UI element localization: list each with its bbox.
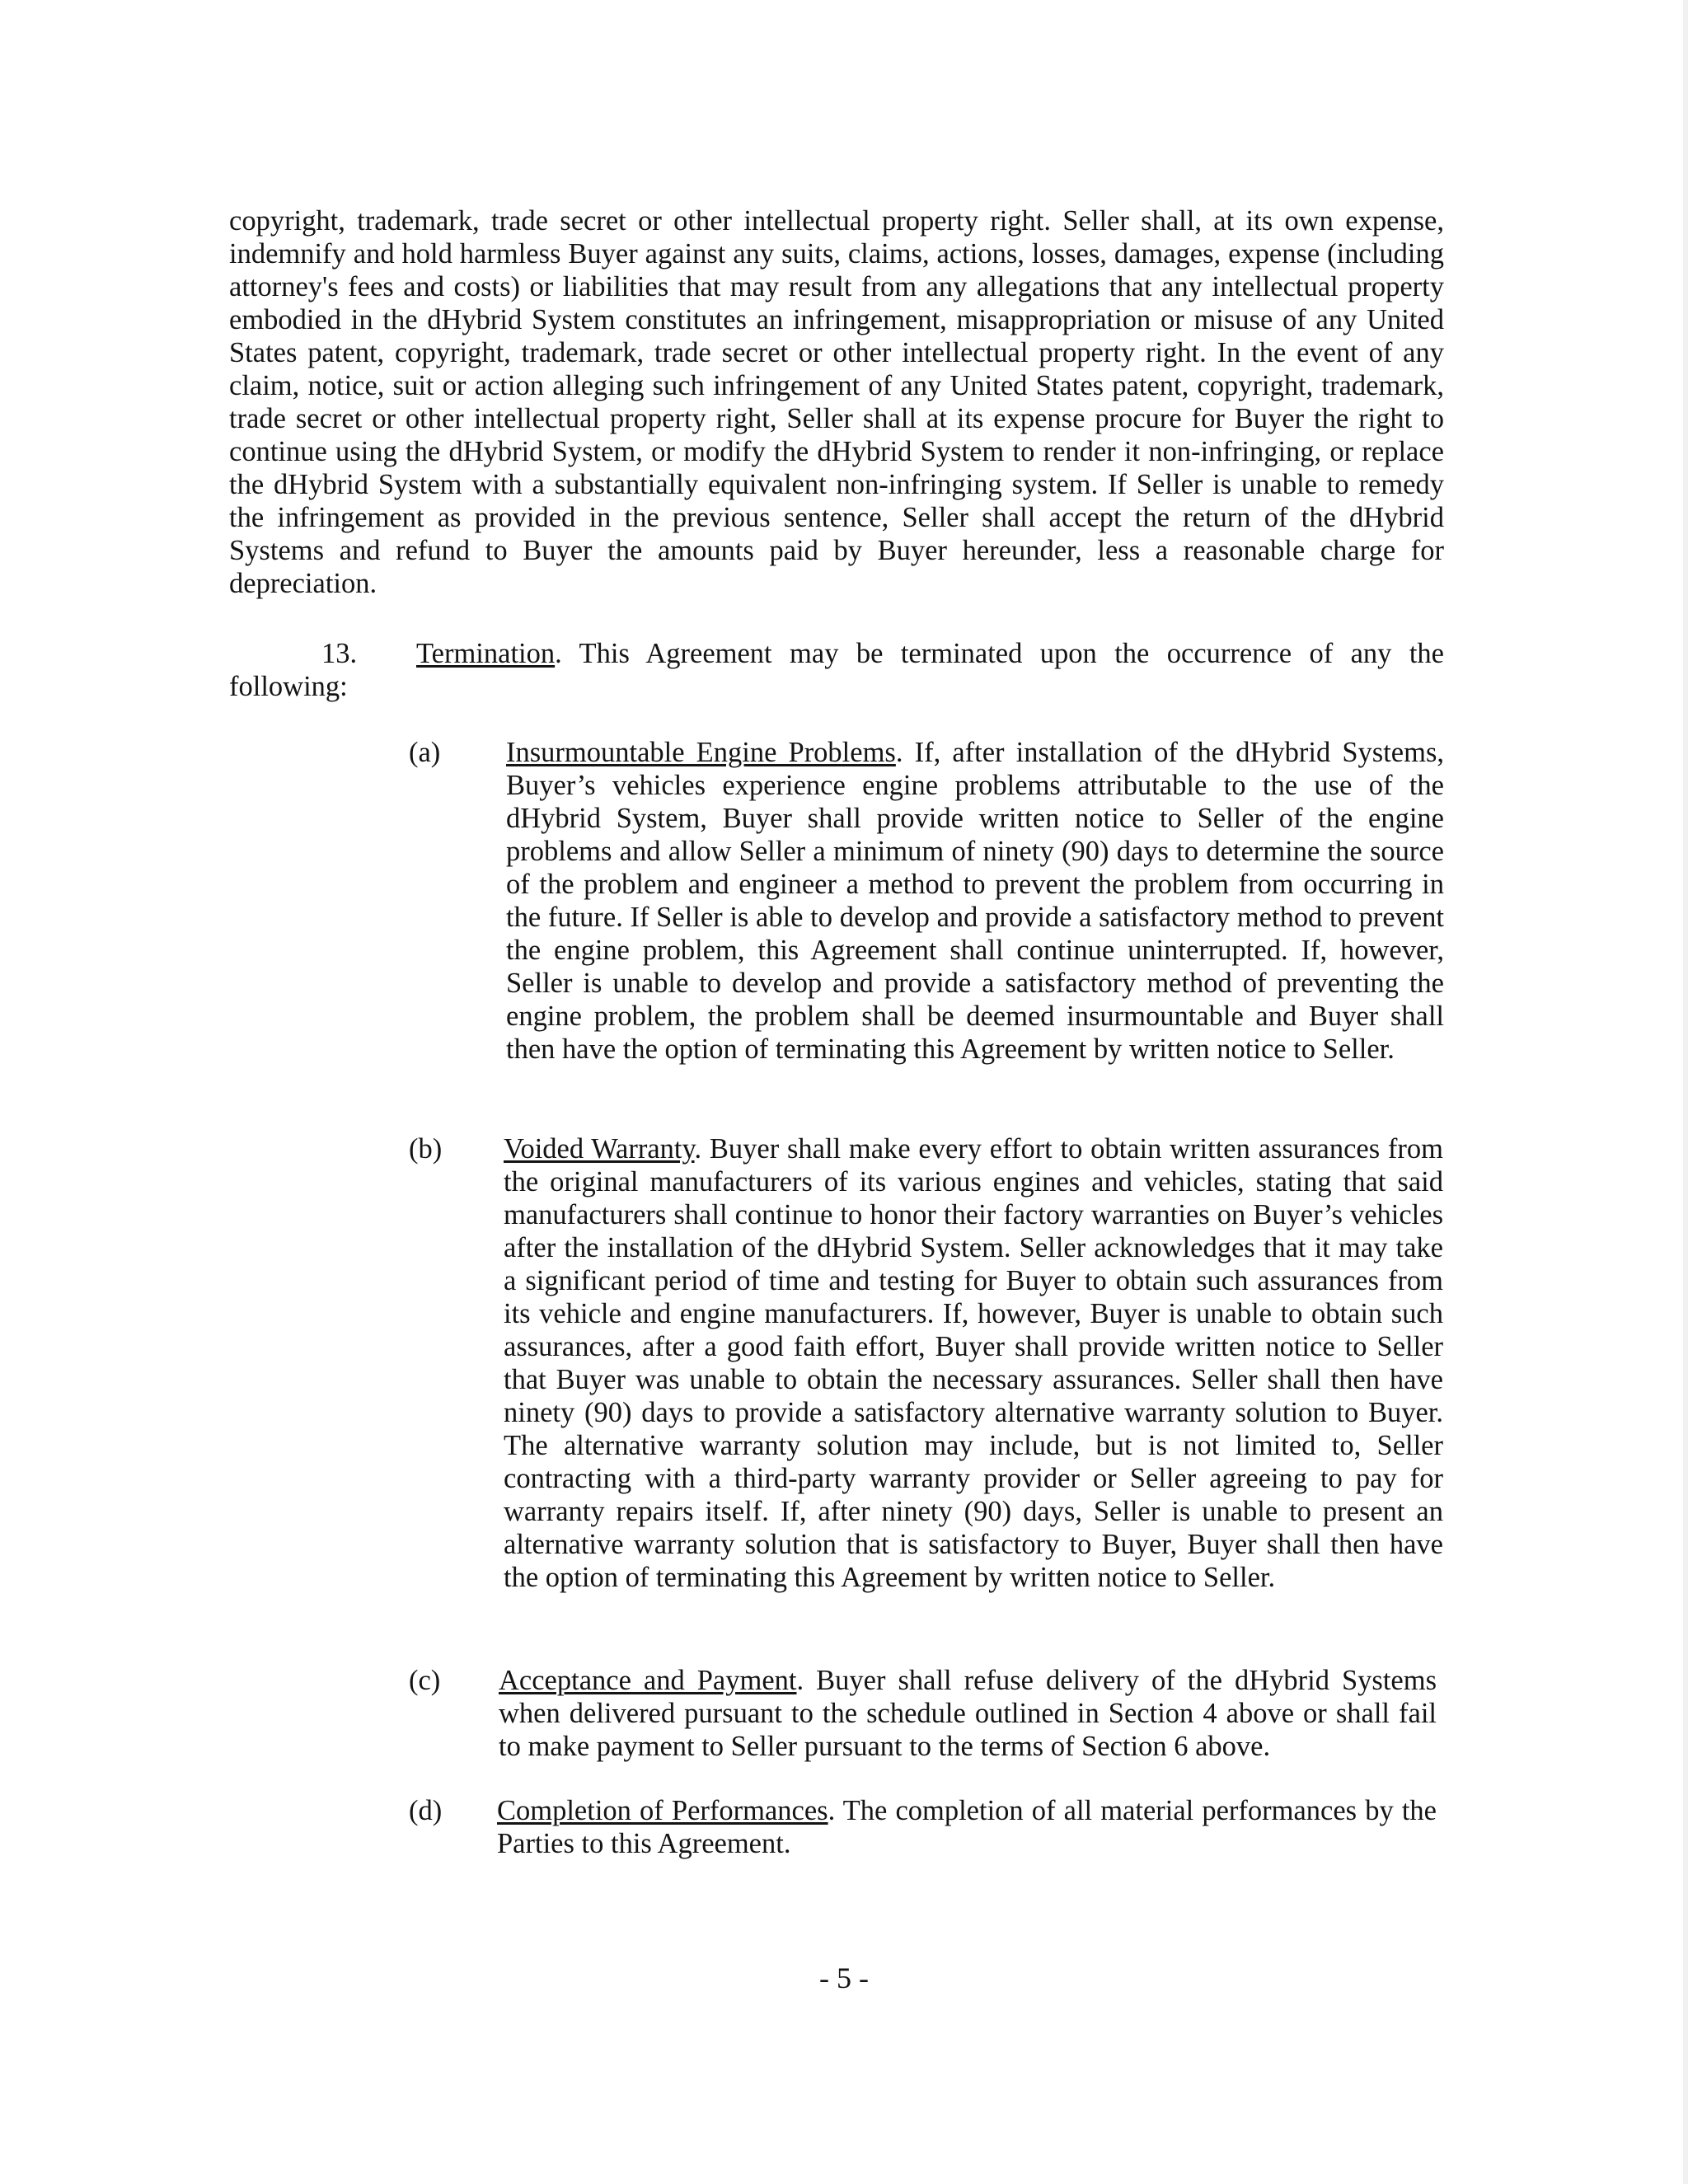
subsection-text: . Buyer shall make every effort to obtain written assurances from the original manufacturers of its various engines and vehicles, stating that said manufacturers shall continue to honor their factory warranties on Buyer’s vehicles after the installation of the dHybrid System. Seller acknowledges that it may take a significant period of time and testing for Buyer to obtain such assurances from its vehicle and engine manufacturers. If, however, Buyer is unable to obtain such assurances, after a good faith effort, Buyer shall provide written notice to Seller that Buyer was unable to obtain the necessary assurances. Seller shall then have ninety (90) days to provide a satisfactory alternative warranty solution to Buyer. The alternative warranty solution may include, but is not limited to, Seller contracting with a third-party warranty provider or Seller agreeing to pay for warranty repairs itself. If, after ninety (90) days, Seller is unable to present an alternative warranty solution that is satisfactory to Buyer, Buyer shall then have the option of terminating this Agreement by written notice to Seller. <box>504 1133 1443 1593</box>
subsection-text: . If, after installation of the dHybrid Systems, Buyer’s vehicles experience engine problems attributable to the use of the dHybrid System, Buyer shall provide written notice to Seller of the engine problems and allow Seller a minimum of ninety (90) days to determine the source of the problem and engineer a method to prevent the problem from occurring in the future. If Seller is able to develop and provide a satisfactory method to prevent the engine problem, this Agreement shall continue uninterrupted. If, however, Seller is unable to develop and provide a satisfactory method of preventing the engine problem, the problem shall be deemed insurmountable and Buyer shall then have the option of terminating this Agreement by written notice to Seller. <box>506 737 1444 1065</box>
section-intro-text: . This Agreement may be terminated upon the occurrence of any the <box>555 638 1444 669</box>
page-number: - 5 - <box>819 1961 869 1994</box>
subsection-body <box>504 1132 1443 1594</box>
section-intro-continued: following: <box>229 671 348 702</box>
subsection-heading: Acceptance and Payment <box>499 1665 797 1696</box>
subsection-body <box>497 1794 1437 1860</box>
subsection-heading: Completion of Performances <box>497 1795 828 1826</box>
subsection-label: (c) <box>409 1665 441 1696</box>
subsection-text: . Buyer shall refuse delivery of the dHybrid Systems when delivered pursuant to the schedule outlined in Section 4 above or shall fail to make payment to Seller pursuant to the terms of Section 6 above. <box>499 1665 1437 1762</box>
intro-paragraph: copyright, trademark, trade secret or other intellectual property right. Seller shall, at its own expense, indemnify and hold harmless Buyer against any suits, claims, actions, losses, damages, expense (including attorney's fees and costs) or liabilities that may result from any allegations that any intellectual property embodied in the dHybrid System constitutes an infringement, misappropriation or misuse of any United States patent, copyright, trademark, trade secret or other intellectual property right. In the event of any claim, notice, suit or action alleging such infringement of any United States patent, copyright, trademark, trade secret or other intellectual property right, Seller shall at its expense procure for Buyer the right to continue using the dHybrid System, or modify the dHybrid System to render it non-infringing, or replace the dHybrid System with a substantially equivalent non-infringing system. If Seller is unable to remedy the infringement as provided in the previous sentence, Seller shall accept the return of the dHybrid Systems and refund to Buyer the amounts paid by Buyer hereunder, less a reasonable charge for depreciation. <box>229 205 1444 599</box>
page-edge-shadow <box>1683 0 1688 2184</box>
section-number: 13. <box>321 638 358 669</box>
subsection-heading: Voided Warranty <box>504 1133 695 1165</box>
section-13 <box>229 637 1444 703</box>
subsection-label: (b) <box>409 1133 443 1165</box>
section-intro <box>416 637 1444 670</box>
subsection-label: (d) <box>409 1795 443 1826</box>
subsection-text: . The completion of all material performances by the Parties to this Agreement. <box>497 1795 1437 1859</box>
subsection-body <box>506 736 1444 1066</box>
subsection-body <box>499 1664 1437 1763</box>
subsection-label: (a) <box>409 737 441 768</box>
section-heading: Termination <box>416 638 556 669</box>
section-13-first-line <box>229 637 1444 670</box>
subsection-heading: Insurmountable Engine Problems <box>506 737 896 768</box>
